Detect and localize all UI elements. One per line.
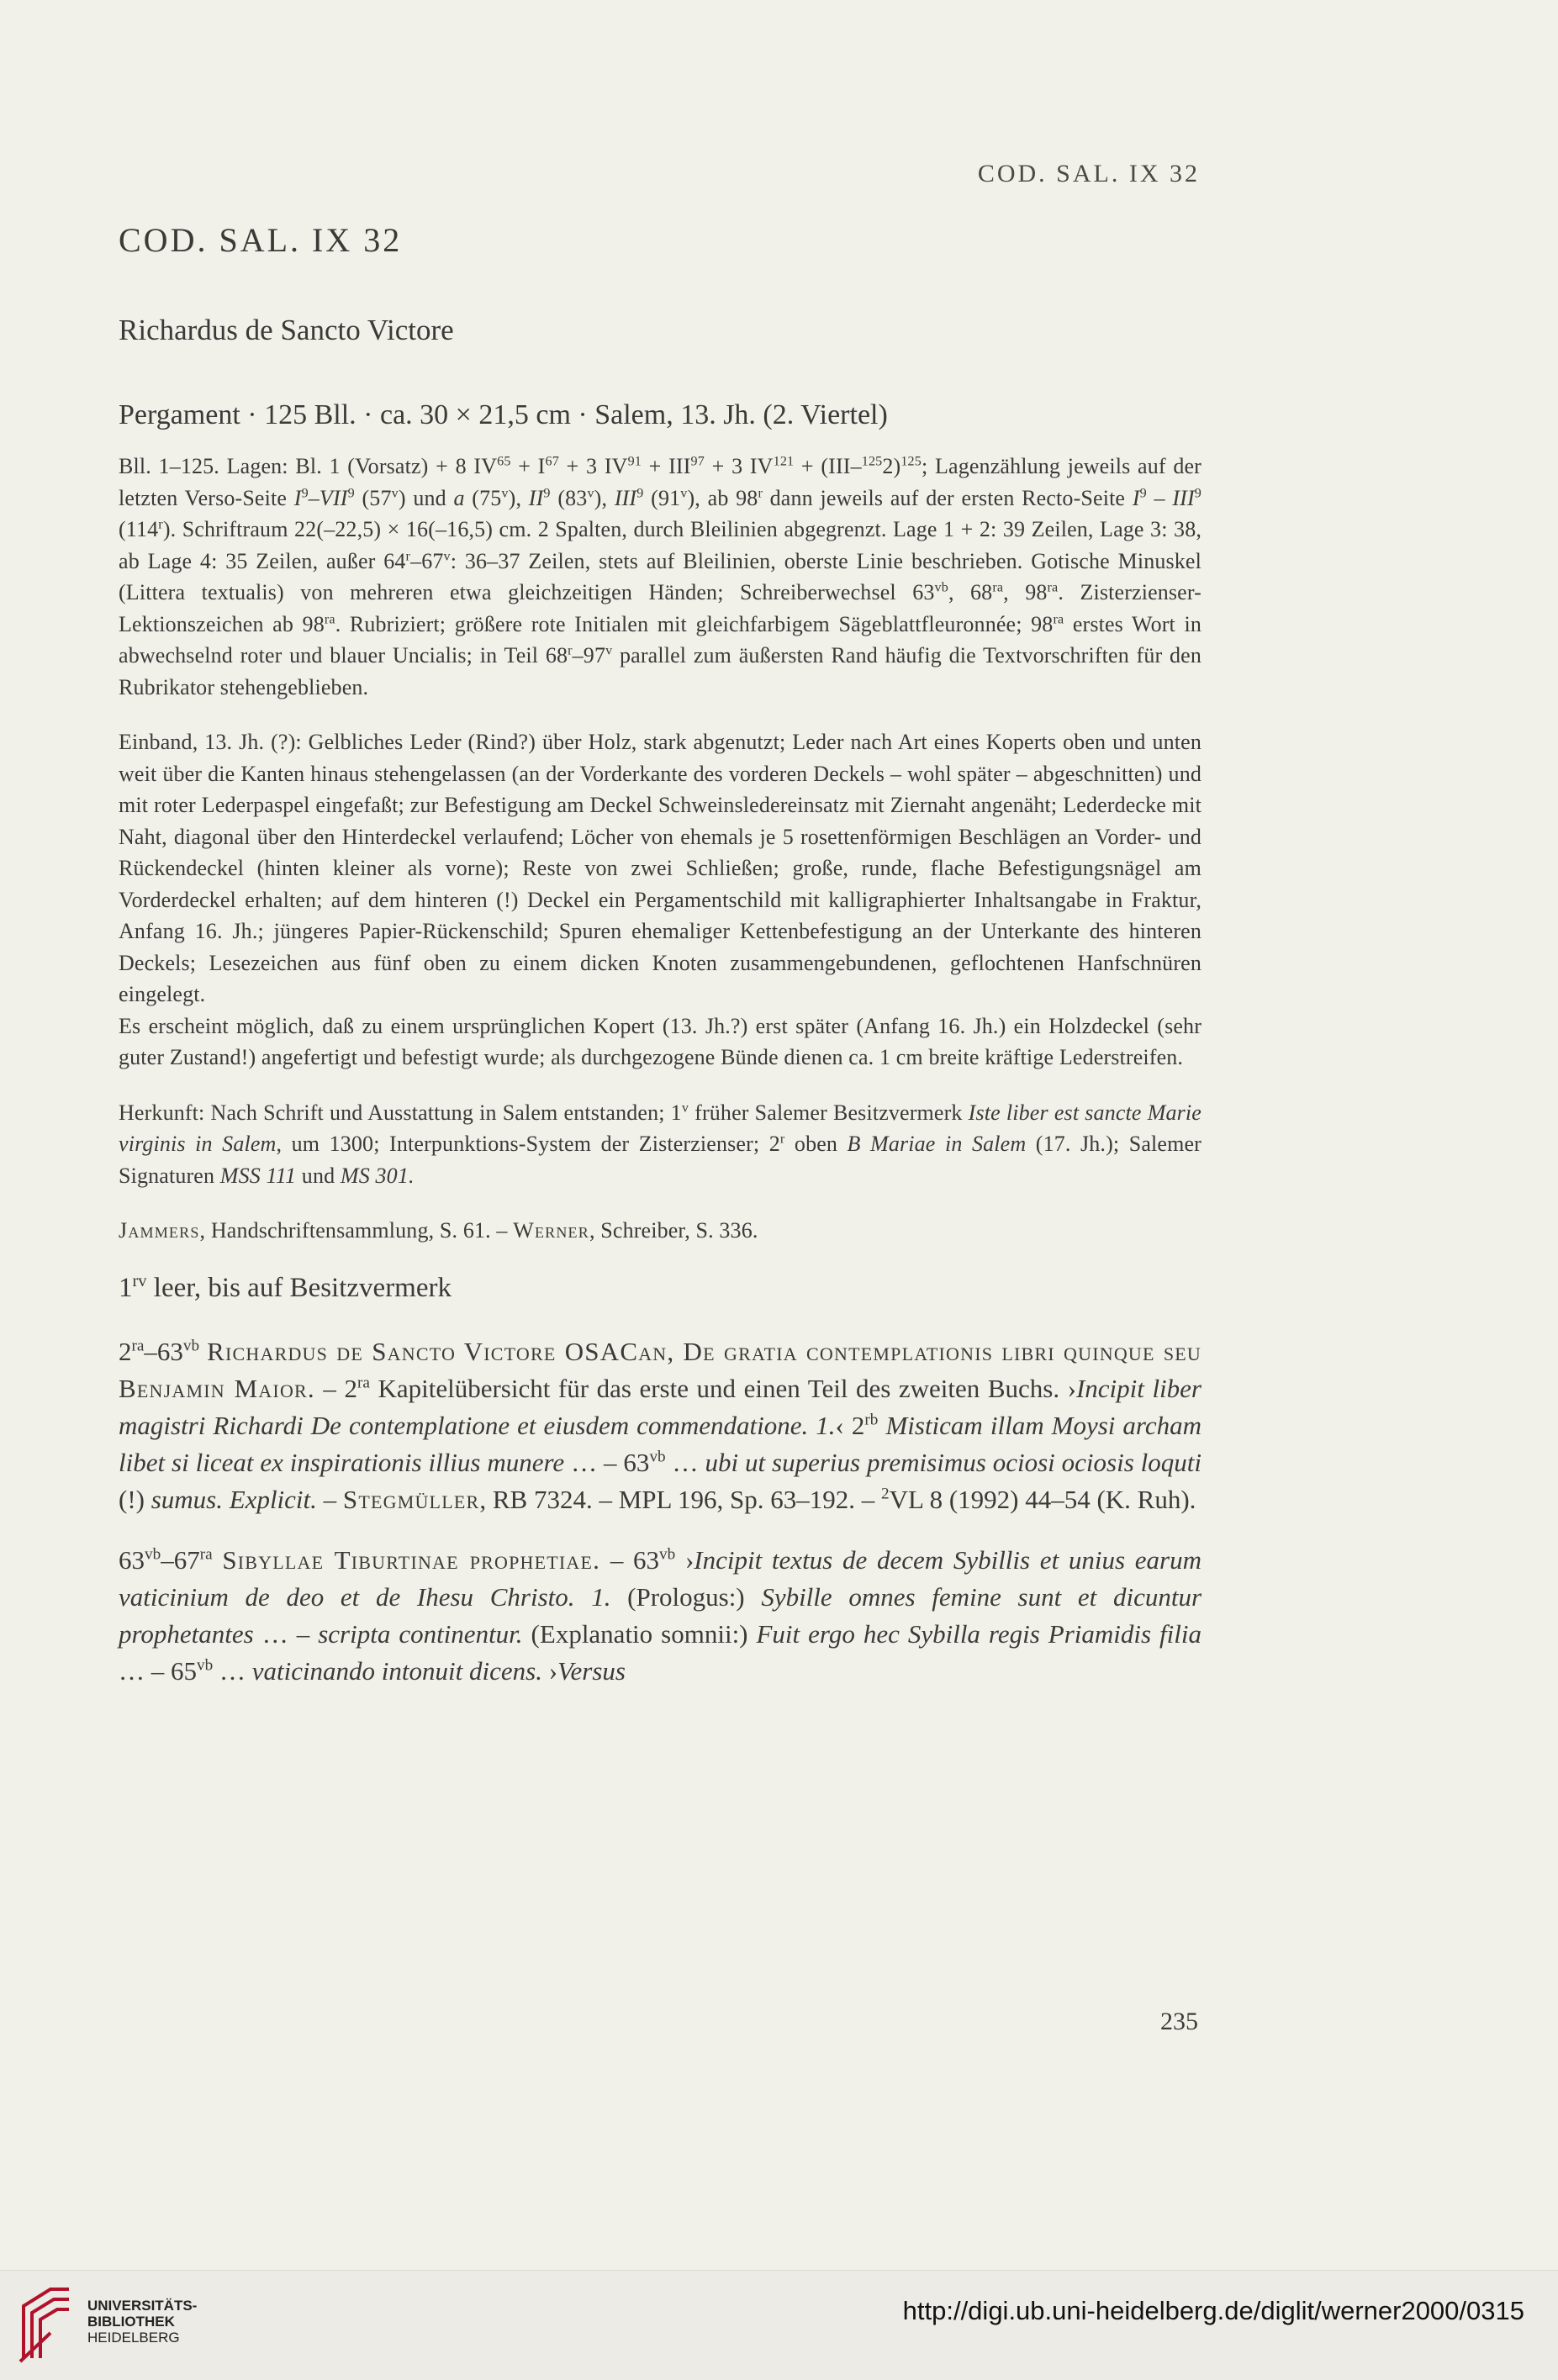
provenance-paragraph: Herkunft: Nach Schrift und Ausstattung in Salem entstanden; 1$^v$ früher Salemer Besitzvermerk Iste liber est sancte Marie virginis in Salem, um 1300; Interpunktions-System der Zisterzienser; 2$^r$ oben B Mariae in Salem (17. Jh.); Salemer Signaturen MSS 111 und MS 301. — [119, 1100, 1202, 1188]
manuscript-author: Richardus de Sancto Victore — [119, 314, 454, 346]
quire-description: Bll. 1–125. Lagen: Bl. 1 (Vorsatz) + 8 $IV^{65} + I^{67} + 3$ $IV^{91} + III^{97} + 3$ $IV^{121} + (III-^{125}2)^{125}$; Lagenzählung jeweils auf der letzten Verso-Seite $I^9-VII^9$ (57$^v$) und a (75$^v$), $II^9$ (83$^v$), III$^9$ (91$^v$), ab 98$^r$ dann jeweils auf der ersten Recto-Seite $I^9 - III^9$ (114$^r$). Schriftraum 22(–22,5) × 16(–16,5) cm. 2 Spalten, durch Bleilinien abgegrenzt. Lage 1 + 2: 39 Zeilen, Lage 3: 38, ab Lage 4: 35 Zeilen, außer 64$^r$–67$^v$: 36–37 Zeilen, stets auf Bleilinien, oberste Linie beschrieben. Gotische Minuskel (Littera textualis) von mehreren etwa gleichzeitigen Händen; Schreiberwechsel $63^{vb}$, $68^{ra}$, $98^{ra}$. Zisterzienser-Lektionszeichen ab $98^{ra}$. Rubriziert; größere rote Initialen mit gleichfarbigem Sägeblattfleuronnée; $98^{ra}$ erstes Wort in abwechselnd roter und blauer Uncialis; in Teil 68$^r$–97$^v$ parallel zum äußersten Rand häufig die Textvorschriften für den Rubrikator stehengeblieben. — [119, 454, 1202, 699]
page-number: 235 — [1160, 2008, 1198, 2035]
digitization-footer — [0, 2270, 1558, 2380]
catalogue-entry — [119, 220, 1202, 1713]
contents-entry-sibyllae: $63^{vb}-67^{ra}$ Sibyllae Tiburtinae prophetiae. – $63^{vb}$ ›Incipit textus de decem Sybillis et unius earum vaticinium de deo et de Ihesu Christo. 1. (Prologus:) Sybille omnes femine sunt et dicuntur prophetantes … – scripta continentur. (Explanatio somnii:) Fuit ergo hec Sybilla regis Priamidis filia … – $65^{vb}$ … vaticinando intonuit dicens. ›Versus — [119, 1545, 1202, 1686]
binding-note: Es erscheint möglich, daß zu einem ursprünglichen Kopert (13. Jh.?) erst später (Anfang 16. Jh.) ein Holzdeckel (sehr guter Zustand!) angefertigt und befestigt wurde; als durchgezogene Bünde dienen ca. 1 cm breite kräftige Lederstreifen. — [119, 1013, 1202, 1070]
running-head: COD. SAL. IX 32 — [977, 160, 1200, 187]
library-name: UNIVERSITÄTS- BIBLIOTHEK HEIDELBERG — [87, 2298, 198, 2346]
manuscript-shelfmark: COD. SAL. IX 32 — [119, 221, 403, 259]
library-logo-icon — [17, 2281, 77, 2365]
literature-references: Jammers, Handschriftensammlung, S. 61. – Werner, Schreiber, S. 336. — [119, 1218, 758, 1243]
leaf-heading: $1^{rv}$ leer, bis auf Besitzvermerk — [119, 1271, 452, 1303]
contents-entry-richardus: $2^{ra}-63^{vb}$ Richardus de Sancto Victore OSACan, De gratia contemplationis libri quinque seu Benjamin Maior. – $2^{ra}$ Kapitelübersicht für das erste und einen Teil des zweiten Buchs. ›Incipit liber magistri Richardi De contemplatione et eiusdem commendatione. 1.‹ $2^{rb}$ Misticam illam Moysi archam libet si liceat ex inspirationis illius munere … – $63^{vb}$ … ubi ut superius premisimus ociosi ociosis loquti (!) sumus. Explicit. – Stegmüller, RB 7324. – MPL 196, Sp. 63–192. – $^2$VL 8 (1992) 44–54 (K. Ruh). — [119, 1337, 1202, 1515]
source-url-link[interactable]: http://digi.ub.uni-heidelberg.de/diglit/werner2000/0315 — [902, 2296, 1524, 2325]
physical-description-line: Pergament · 125 Bll. · ca. 30 × 21,5 cm · Salem, 13. Jh. (2. Viertel) — [119, 399, 888, 430]
binding-description: Einband, 13. Jh. (?): Gelbliches Leder (Rind?) über Holz, stark abgenutzt; Leder nach Art eines Koperts oben und unten weit über die Kanten hinaus stehengelassen (an der Vorderkante des vorderen Deckels – wohl später – abgeschnitten) und mit roter Lederpaspel eingefaßt; zur Befestigung am Deckel Schweinsledereinsatz mit Ziernaht angenäht; Lederdecke mit Naht, diagonal über den Hinterdeckel verlaufend; Löcher von ehemals je 5 rosettenförmigen Beschlägen an Vorder- und Rückendeckel (hinten kleiner als vorne); Reste von zwei Schließen; große, runde, flache Befestigungsnägel am Vorderdeckel erhalten; auf dem hinteren (!) Deckel ein Pergamentschild mit kalligraphierter Inhaltsangabe in Fraktur, Anfang 16. Jh.; jüngeres Papier-Rückenschild; Spuren ehemaliger Kettenbefestigung an der Unterkante des hinteren Deckels; Lesezeichen aus fünf oben zu einem dicken Knoten zusammengebundenen, geflochtenen Hanfschnüren eingelegt. — [119, 730, 1202, 1007]
